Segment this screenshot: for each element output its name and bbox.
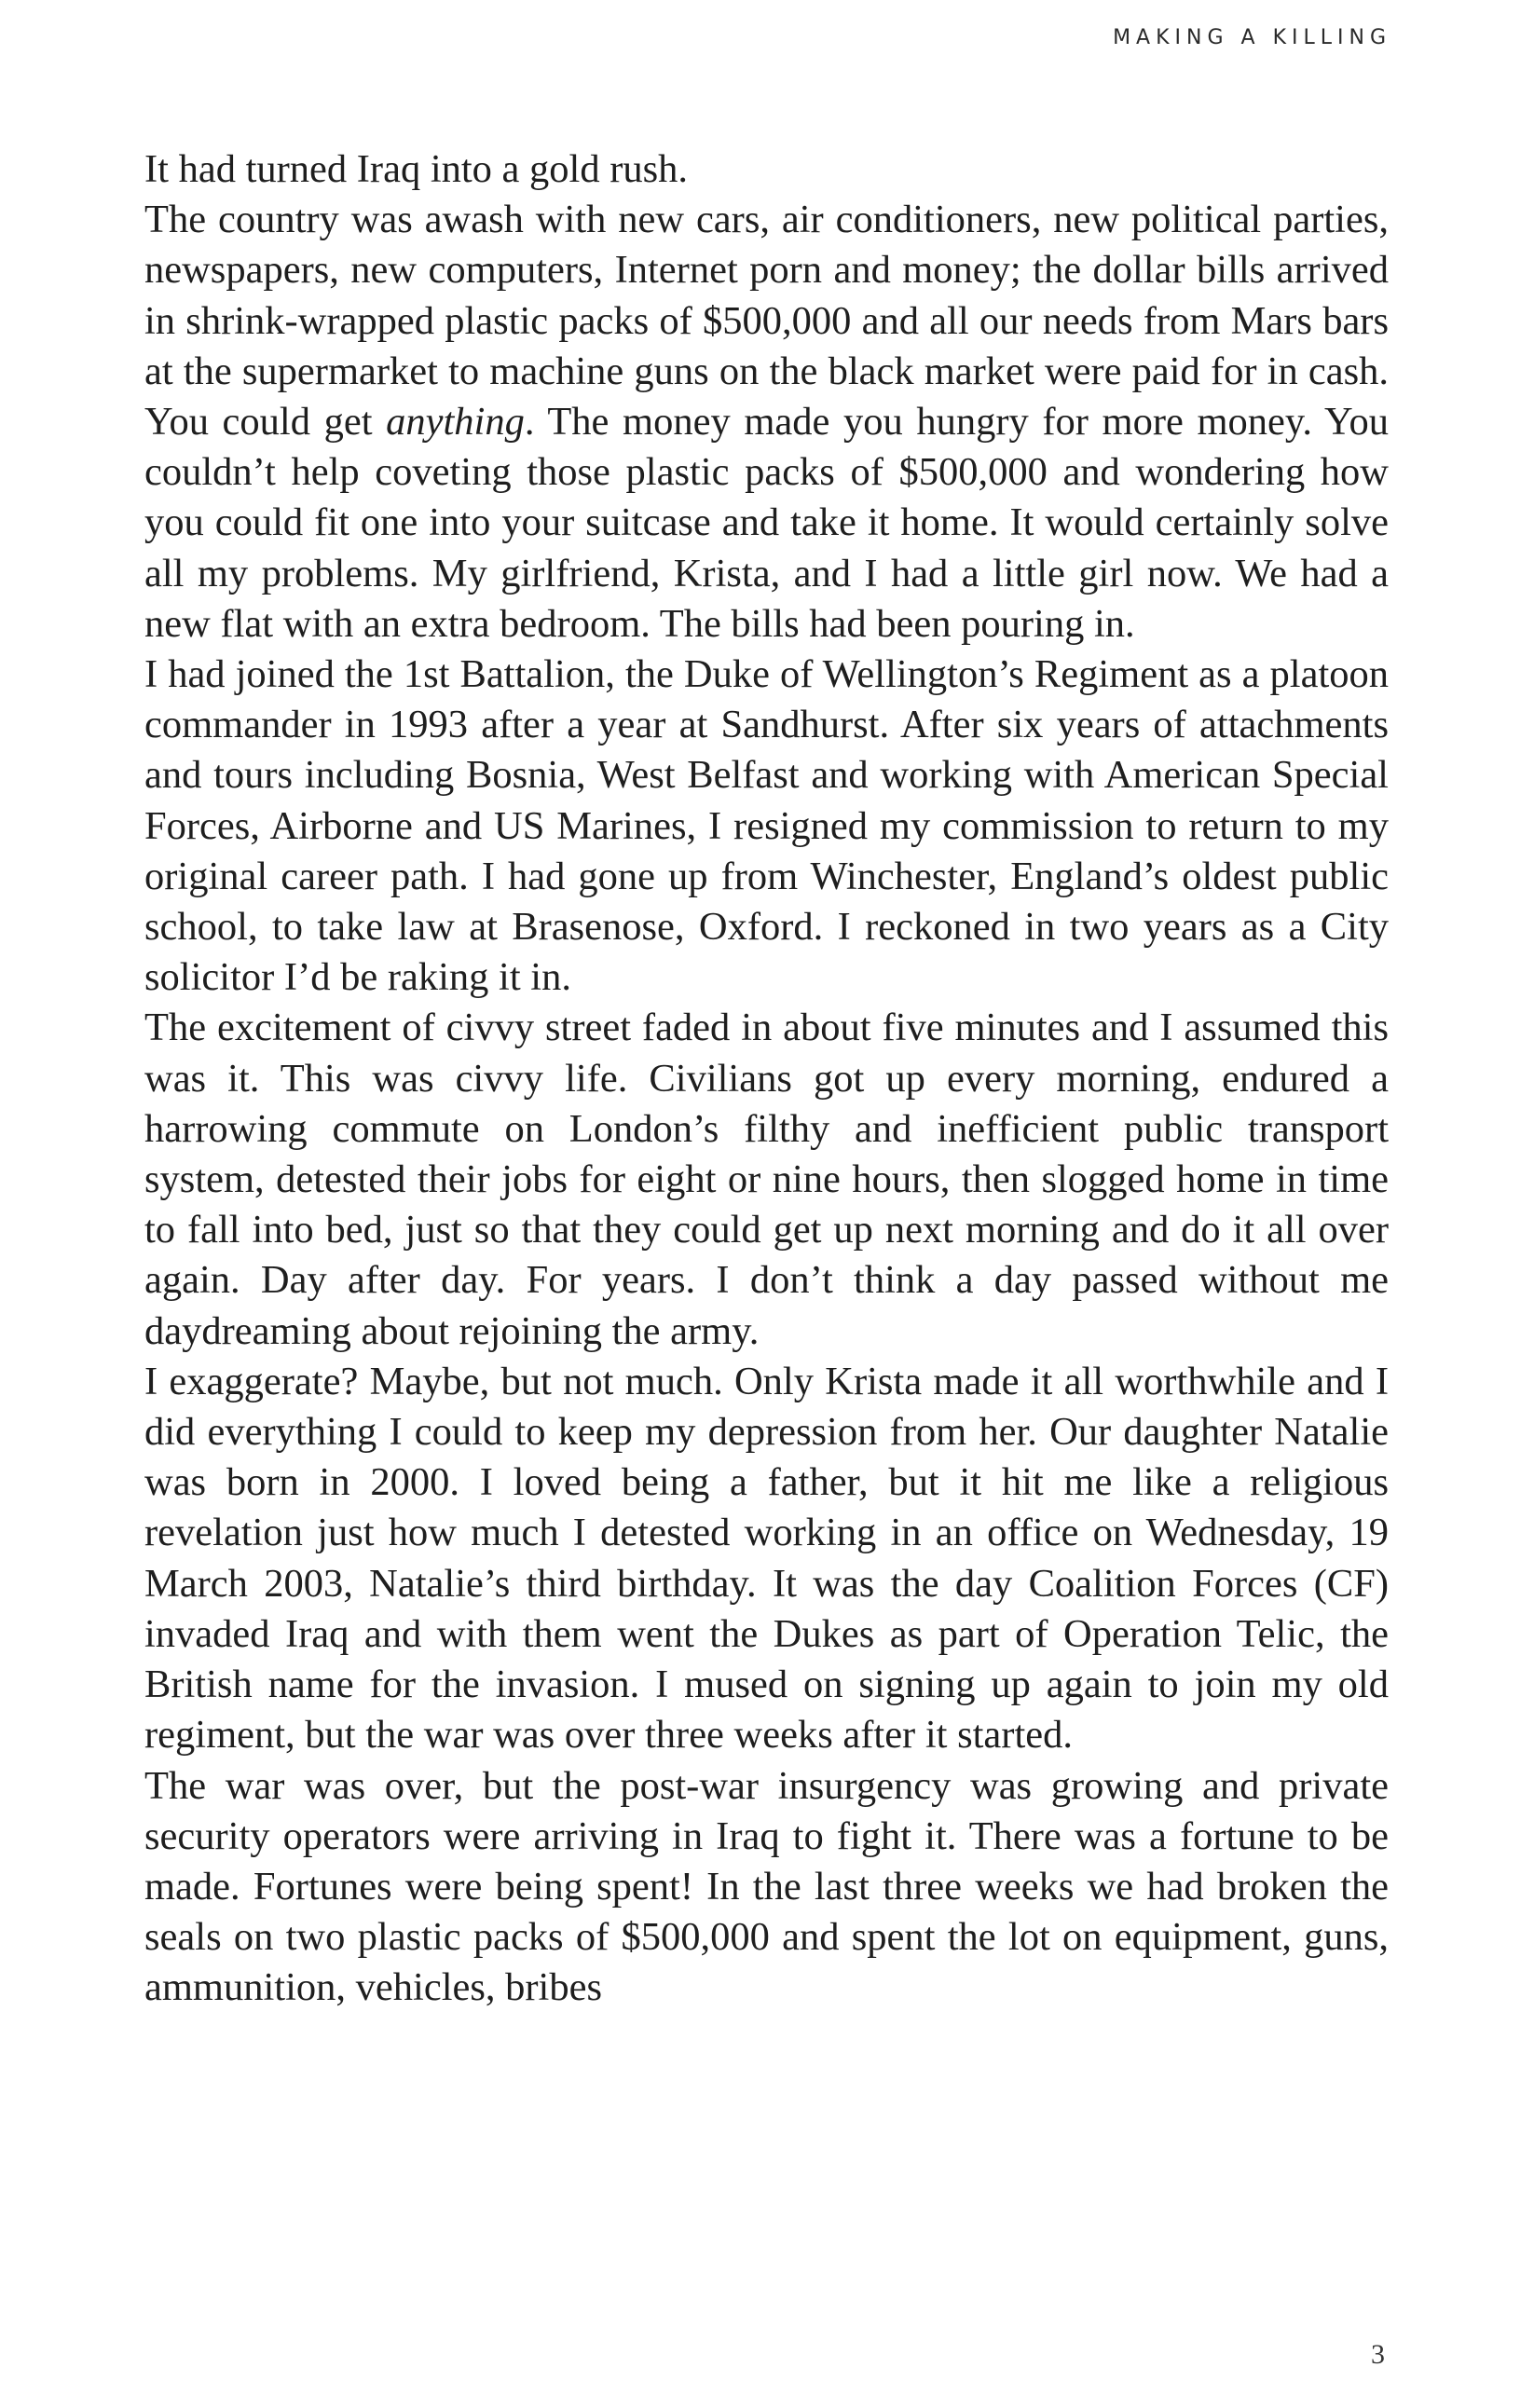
paragraph-5: I exaggerate? Maybe, but not much. Only Krista made it all worthwhile and I did everything I could to keep my depression from her. Our daughter Natalie was born in 2000. I loved being a father, but it hit me like a religious revelation just how much I detested working in an office on Wednesday, 19 March 2003, Natalie’s third birthday. It was the day Coalition Forces (CF) invaded Iraq and with them went the Dukes as part of Operation Telic, the British name for the invasion. I mused on signing up again to join my old regiment, but the war was over three weeks after it started.	[144, 1359, 1389, 1758]
paragraph-4: The excitement of civvy street faded in about five minutes and I assumed this was it. This was civvy life. Civilians got up every morning, endured a harrowing commute on London’s filthy and inefficient public transport system, detested their jobs for eight or nine hours, then slogged home in time to fall into bed, just so that they could get up next morning and do it all over again. Day after day. For years. I don’t think a day passed without me daydreaming about rejoining the army.	[144, 1006, 1389, 1353]
paragraph-2-part-2: . The money made you hungry for more money. You couldn’t help coveting those plastic packs of $500,000 and wondering how you could fit one into your suitcase and take it home. It would certainly solve all my problems. My girlfriend, Krista, and I had a little girl now. We had a new flat with an extra bedroom. The bills had been pouring in.	[144, 400, 1389, 646]
page-number: 3	[1371, 2339, 1385, 2370]
paragraph-2-part-1: The country was awash with new cars, air conditioners, new political parties, newspapers, new computers, Internet porn and money; the dollar bills arrived in shrink-wrapped plastic packs of $500,000 and all our needs from Mars bars at the supermarket to machine guns on the black market were paid for in cash. You could get	[144, 198, 1389, 445]
paragraph-6: The war was over, but the post-war insurgency was growing and private security operators were arriving in Iraq to fight it. There was a fortune to be made. Fortunes were being spent! In the last three weeks we had broken the seals on two plastic packs of $500,000 and spent the lot on equipment, guns, ammunition, vehicles, bribes	[144, 1763, 1389, 2010]
paragraph-3: I had joined the 1st Battalion, the Duke of Wellington’s Regiment as a platoon commander in 1993 after a year at Sandhurst. After six years of attachments and tours including Bosnia, West Belfast and working with American Special Forces, Airborne and US Marines, I resigned my commission to return to my original career path. I had gone up from Winchester, England’s oldest public school, to take law at Brasenose, Oxford. I reckoned in two years as a City solicitor I’d be raking it in.	[144, 652, 1389, 1000]
running-head: MAKING A KILLING	[1113, 26, 1391, 49]
paragraph-2-italic: anything	[386, 400, 525, 445]
paragraph-1: It had turned Iraq into a gold rush.	[144, 147, 689, 191]
paragraph-2	[144, 195, 1389, 650]
body-text	[144, 144, 1389, 2014]
